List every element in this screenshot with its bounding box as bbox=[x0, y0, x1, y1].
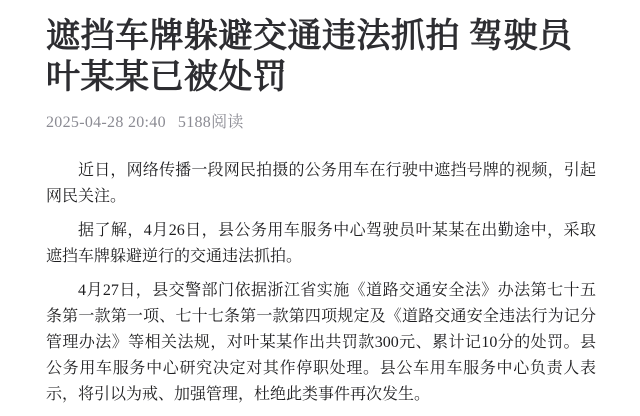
article-body bbox=[46, 158, 596, 408]
article-paragraph-2: 据了解，4月26日，县公务用车服务中心驾驶员叶某某在出勤途中，采取遮挡车牌躲避逆行的交通违法抓拍。 bbox=[46, 222, 596, 265]
article-paragraph-3: 4月27日，县交警部门依据浙江省实施《道路交通安全法》办法第七十五条第一款第一项、七十七条第一款第四项规定及《道路交通安全违法行为记分管理办法》等相关法规，对叶某某作出共罚款300元、累计记10分的处罚。县公务用车服务中心研究决定对其作停职处理。县公车用车服务中心负责人表示，将引以为戒、加强管理，杜绝此类事件再次发生。 bbox=[46, 282, 596, 403]
publish-date: 2025-04-28 20:40 bbox=[46, 114, 166, 131]
read-count: 5188阅读 bbox=[177, 114, 244, 131]
article-title: 遮挡车牌躲避交通违法抓拍 驾驶员叶某某已被处罚 bbox=[46, 18, 573, 96]
article-meta bbox=[46, 112, 596, 134]
article-paragraph-1: 近日，网络传播一段网民拍摄的公务用车在行驶中遮挡号牌的视频，引起网民关注。 bbox=[46, 162, 596, 205]
